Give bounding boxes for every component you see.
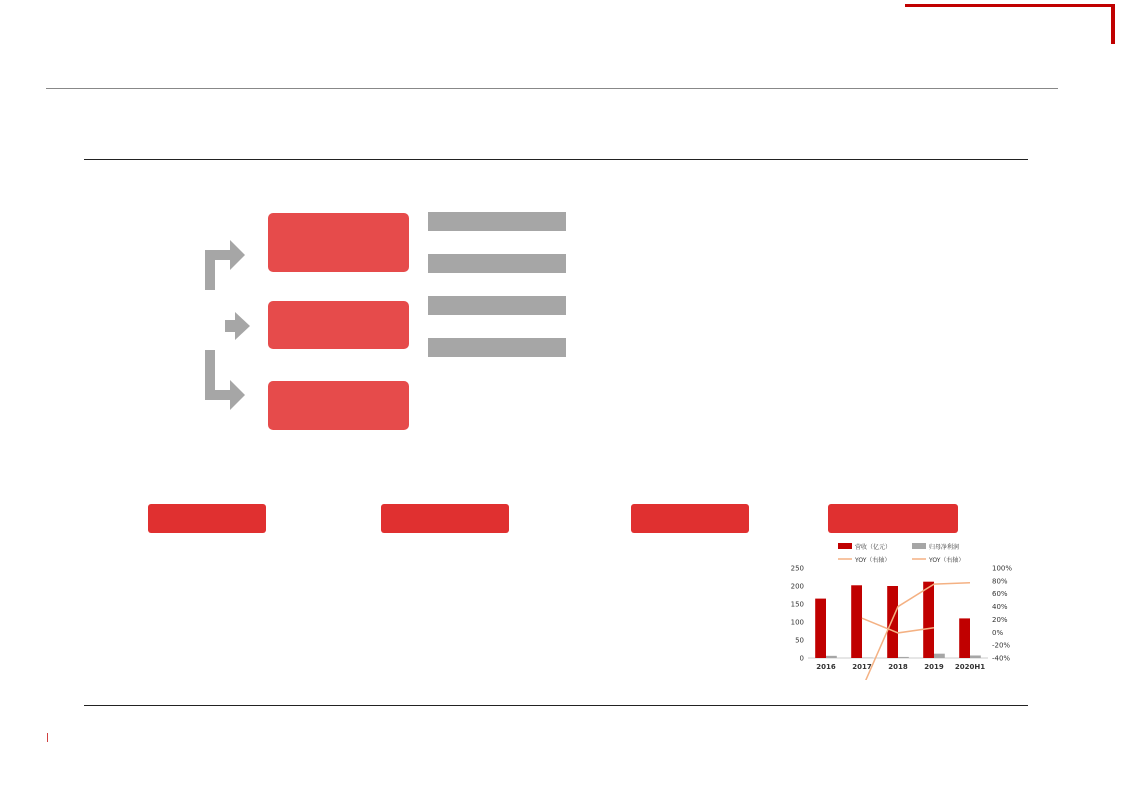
chart-title-cost-structure — [381, 504, 509, 533]
y2-tick-label: 0% — [992, 628, 1004, 637]
other-box — [268, 381, 409, 430]
y-tick-label: 200 — [790, 582, 804, 591]
bar-net-profit — [934, 654, 945, 658]
x-tick-label: 2017 — [852, 663, 872, 671]
profitability-chart — [558, 545, 773, 680]
top-red-bar — [1111, 4, 1115, 44]
legend-label: YOY（右轴） — [855, 557, 891, 564]
bar-net-profit — [898, 657, 909, 658]
revenue-profit-chart — [780, 538, 1025, 680]
chart-title-revenue-profit — [828, 504, 958, 533]
bar-net-profit — [970, 655, 981, 658]
chart-title-revenue-structure — [148, 504, 266, 533]
power-output-box — [428, 212, 566, 231]
footer — [46, 733, 49, 743]
y2-tick-label: 80% — [992, 577, 1008, 586]
header-rule — [46, 88, 1058, 89]
bar-revenue — [959, 618, 970, 658]
yoy-line — [862, 583, 970, 680]
y2-tick-label: 60% — [992, 590, 1008, 599]
bar-revenue — [923, 582, 934, 658]
x-tick-label: 2020H1 — [954, 663, 986, 671]
flow-arrows — [195, 230, 255, 410]
arrow-right-icon — [225, 312, 250, 340]
y2-tick-label: -40% — [992, 654, 1011, 663]
y2-tick-label: 20% — [992, 615, 1008, 624]
figure-bottom-rule — [84, 705, 1028, 706]
y-tick-label: 50 — [795, 636, 804, 645]
module-sales-box — [428, 296, 566, 315]
legend-swatch — [838, 543, 852, 549]
chart-title-profitability — [631, 504, 749, 533]
y2-tick-label: -20% — [992, 641, 1011, 650]
legend-swatch — [912, 543, 926, 549]
bar-revenue — [887, 586, 898, 658]
y-tick-label: 150 — [790, 600, 804, 609]
legend-label: YOY（右轴） — [929, 557, 965, 564]
bar-revenue — [815, 599, 826, 658]
unit-price-box — [428, 338, 566, 357]
arrow-up-icon — [205, 240, 245, 290]
x-tick-label: 2018 — [888, 663, 908, 671]
legend-label: 营收（亿元） — [855, 544, 892, 551]
y-tick-label: 250 — [790, 564, 804, 573]
cost-structure-chart — [318, 540, 548, 680]
module-box — [268, 301, 409, 349]
top-red-line — [905, 4, 1115, 7]
arrow-down-icon — [205, 350, 245, 410]
figure-top-rule — [84, 159, 1028, 160]
ja-solar-logo — [88, 308, 92, 338]
bar-revenue — [851, 585, 862, 658]
y-tick-label: 100 — [790, 618, 804, 627]
y2-tick-label: 40% — [992, 603, 1008, 612]
footer-separator: | — [46, 733, 50, 743]
y2-tick-label: 100% — [992, 564, 1013, 573]
legend-label: 归母净利润 — [929, 544, 960, 551]
y-tick-label: 0 — [799, 654, 804, 663]
revenue-structure-chart — [85, 540, 310, 680]
x-tick-label: 2016 — [816, 663, 836, 671]
x-tick-label: 2019 — [924, 663, 944, 671]
pv-station-box — [268, 213, 409, 272]
bar-net-profit — [826, 656, 837, 658]
avg-price-box — [428, 254, 566, 273]
